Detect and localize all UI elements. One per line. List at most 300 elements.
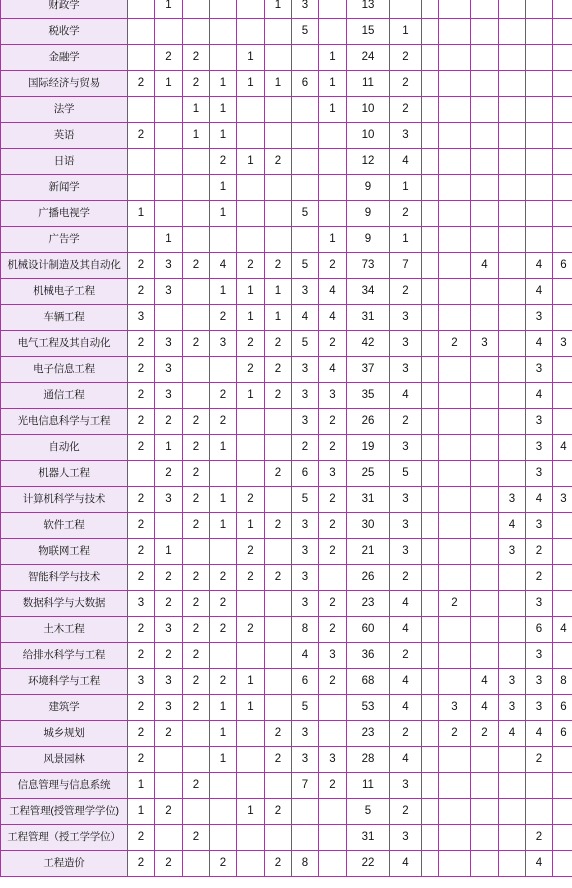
value-cell xyxy=(292,123,319,149)
value-cell: 2 xyxy=(210,305,237,331)
value-cell: 2 xyxy=(265,565,292,591)
value-cell: 1 xyxy=(237,383,265,409)
value-cell xyxy=(553,851,572,877)
value-cell: 8 xyxy=(292,851,319,877)
table-row xyxy=(1,279,572,305)
value-cell xyxy=(553,19,572,45)
value-cell: 11 xyxy=(347,773,390,799)
value-cell: 2 xyxy=(128,617,155,643)
value-cell: 4 xyxy=(292,643,319,669)
value-cell: 5 xyxy=(347,799,390,825)
value-cell xyxy=(439,71,471,97)
value-cell: 3 xyxy=(526,591,553,617)
value-cell: 2 xyxy=(183,253,210,279)
value-cell: 2 xyxy=(210,617,237,643)
value-cell xyxy=(319,565,347,591)
major-name-cell: 电气工程及其自动化 xyxy=(1,331,128,357)
value-cell xyxy=(422,539,439,565)
value-cell: 4 xyxy=(210,253,237,279)
value-cell: 2 xyxy=(128,721,155,747)
value-cell xyxy=(499,461,526,487)
value-cell xyxy=(526,149,553,175)
value-cell: 6 xyxy=(553,253,572,279)
value-cell: 2 xyxy=(319,773,347,799)
value-cell xyxy=(183,851,210,877)
value-cell: 4 xyxy=(319,279,347,305)
major-name-cell: 广告学 xyxy=(1,227,128,253)
value-cell: 1 xyxy=(210,201,237,227)
major-name-cell: 环境科学与工程 xyxy=(1,669,128,695)
major-name-cell: 光电信息科学与工程 xyxy=(1,409,128,435)
table-row xyxy=(1,383,572,409)
value-cell: 26 xyxy=(347,565,390,591)
table-row xyxy=(1,305,572,331)
value-cell: 2 xyxy=(265,383,292,409)
value-cell xyxy=(439,565,471,591)
value-cell: 2 xyxy=(237,357,265,383)
value-cell xyxy=(292,97,319,123)
value-cell: 30 xyxy=(347,513,390,539)
value-cell: 3 xyxy=(292,383,319,409)
value-cell: 4 xyxy=(390,591,422,617)
major-name-cell: 通信工程 xyxy=(1,383,128,409)
value-cell: 3 xyxy=(553,487,572,513)
major-name-cell: 信息管理与信息系统 xyxy=(1,773,128,799)
value-cell: 23 xyxy=(347,721,390,747)
major-name-cell: 英语 xyxy=(1,123,128,149)
value-cell xyxy=(471,305,499,331)
value-cell xyxy=(553,591,572,617)
value-cell xyxy=(526,227,553,253)
table-row xyxy=(1,851,572,877)
value-cell: 1 xyxy=(390,19,422,45)
value-cell: 2 xyxy=(319,591,347,617)
value-cell xyxy=(128,149,155,175)
value-cell: 5 xyxy=(292,331,319,357)
value-cell: 3 xyxy=(155,279,183,305)
value-cell xyxy=(553,513,572,539)
value-cell xyxy=(499,591,526,617)
value-cell: 3 xyxy=(319,643,347,669)
major-name-cell: 智能科学与技术 xyxy=(1,565,128,591)
value-cell: 2 xyxy=(319,669,347,695)
value-cell: 2 xyxy=(183,71,210,97)
table-row xyxy=(1,617,572,643)
value-cell xyxy=(422,799,439,825)
value-cell: 2 xyxy=(128,539,155,565)
value-cell xyxy=(499,799,526,825)
value-cell xyxy=(237,97,265,123)
value-cell: 2 xyxy=(265,513,292,539)
value-cell xyxy=(183,539,210,565)
value-cell: 31 xyxy=(347,305,390,331)
value-cell xyxy=(499,435,526,461)
value-cell xyxy=(155,149,183,175)
value-cell xyxy=(471,435,499,461)
value-cell: 1 xyxy=(210,71,237,97)
value-cell xyxy=(439,175,471,201)
value-cell: 8 xyxy=(292,617,319,643)
value-cell xyxy=(526,19,553,45)
value-cell xyxy=(422,825,439,851)
value-cell: 11 xyxy=(347,71,390,97)
major-name-cell: 国际经济与贸易 xyxy=(1,71,128,97)
value-cell: 22 xyxy=(347,851,390,877)
value-cell: 2 xyxy=(237,617,265,643)
value-cell: 2 xyxy=(265,851,292,877)
value-cell xyxy=(439,0,471,19)
value-cell xyxy=(422,19,439,45)
value-cell: 4 xyxy=(390,747,422,773)
value-cell: 3 xyxy=(499,669,526,695)
value-cell xyxy=(439,669,471,695)
value-cell: 2 xyxy=(526,565,553,591)
value-cell: 2 xyxy=(128,747,155,773)
value-cell xyxy=(155,201,183,227)
value-cell: 23 xyxy=(347,591,390,617)
value-cell: 2 xyxy=(319,513,347,539)
value-cell: 2 xyxy=(265,721,292,747)
major-name-cell: 机器人工程 xyxy=(1,461,128,487)
value-cell xyxy=(553,149,572,175)
value-cell: 34 xyxy=(347,279,390,305)
table-row xyxy=(1,45,572,71)
table-row xyxy=(1,149,572,175)
value-cell: 3 xyxy=(128,669,155,695)
value-cell: 4 xyxy=(526,487,553,513)
value-cell xyxy=(319,19,347,45)
value-cell xyxy=(439,227,471,253)
value-cell xyxy=(553,773,572,799)
table-row xyxy=(1,201,572,227)
value-cell: 2 xyxy=(128,71,155,97)
table-row xyxy=(1,461,572,487)
value-cell: 2 xyxy=(265,747,292,773)
value-cell: 3 xyxy=(390,435,422,461)
value-cell: 1 xyxy=(237,45,265,71)
value-cell: 2 xyxy=(319,539,347,565)
value-cell: 3 xyxy=(526,461,553,487)
value-cell: 5 xyxy=(292,19,319,45)
value-cell xyxy=(439,747,471,773)
value-cell: 2 xyxy=(128,409,155,435)
value-cell: 2 xyxy=(210,409,237,435)
table-row xyxy=(1,357,572,383)
value-cell xyxy=(499,747,526,773)
value-cell: 2 xyxy=(319,409,347,435)
value-cell: 3 xyxy=(390,357,422,383)
value-cell xyxy=(183,747,210,773)
value-cell xyxy=(471,383,499,409)
value-cell: 2 xyxy=(210,851,237,877)
value-cell: 4 xyxy=(526,331,553,357)
value-cell: 2 xyxy=(237,331,265,357)
value-cell xyxy=(292,799,319,825)
major-name-cell: 风景园林 xyxy=(1,747,128,773)
value-cell xyxy=(183,305,210,331)
value-cell: 2 xyxy=(128,851,155,877)
value-cell xyxy=(499,175,526,201)
value-cell xyxy=(237,747,265,773)
value-cell: 2 xyxy=(390,799,422,825)
value-cell: 1 xyxy=(237,149,265,175)
value-cell xyxy=(499,825,526,851)
value-cell xyxy=(439,617,471,643)
value-cell xyxy=(439,461,471,487)
value-cell: 2 xyxy=(390,721,422,747)
major-name-cell: 工程管理(授管理学学位) xyxy=(1,799,128,825)
value-cell: 2 xyxy=(265,799,292,825)
value-cell: 2 xyxy=(128,487,155,513)
value-cell xyxy=(526,0,553,19)
value-cell xyxy=(499,97,526,123)
value-cell: 3 xyxy=(292,565,319,591)
value-cell xyxy=(319,0,347,19)
value-cell: 4 xyxy=(526,383,553,409)
value-cell: 4 xyxy=(390,851,422,877)
value-cell: 2 xyxy=(390,45,422,71)
value-cell: 2 xyxy=(439,721,471,747)
table-row xyxy=(1,799,572,825)
value-cell: 3 xyxy=(390,513,422,539)
value-cell xyxy=(319,721,347,747)
value-cell: 1 xyxy=(210,487,237,513)
value-cell: 2 xyxy=(526,539,553,565)
major-name-cell: 新闻学 xyxy=(1,175,128,201)
value-cell xyxy=(155,97,183,123)
value-cell: 1 xyxy=(155,0,183,19)
value-cell xyxy=(439,45,471,71)
value-cell: 5 xyxy=(292,253,319,279)
value-cell: 13 xyxy=(347,0,390,19)
value-cell xyxy=(422,565,439,591)
value-cell xyxy=(210,19,237,45)
value-cell: 19 xyxy=(347,435,390,461)
value-cell xyxy=(265,175,292,201)
value-cell: 3 xyxy=(155,331,183,357)
value-cell xyxy=(237,643,265,669)
value-cell xyxy=(553,45,572,71)
major-name-cell: 物联网工程 xyxy=(1,539,128,565)
value-cell xyxy=(265,617,292,643)
value-cell xyxy=(422,773,439,799)
value-cell xyxy=(471,799,499,825)
value-cell xyxy=(390,0,422,19)
value-cell: 3 xyxy=(128,591,155,617)
value-cell: 15 xyxy=(347,19,390,45)
value-cell xyxy=(471,123,499,149)
value-cell: 36 xyxy=(347,643,390,669)
value-cell xyxy=(553,0,572,19)
value-cell: 3 xyxy=(553,331,572,357)
value-cell xyxy=(183,357,210,383)
value-cell xyxy=(439,435,471,461)
value-cell: 2 xyxy=(155,45,183,71)
value-cell xyxy=(265,123,292,149)
value-cell xyxy=(553,71,572,97)
value-cell xyxy=(237,851,265,877)
value-cell xyxy=(128,19,155,45)
value-cell: 1 xyxy=(128,799,155,825)
value-cell xyxy=(553,279,572,305)
value-cell xyxy=(422,669,439,695)
value-cell: 6 xyxy=(292,461,319,487)
major-name-cell: 税收学 xyxy=(1,19,128,45)
value-cell: 2 xyxy=(292,435,319,461)
value-cell: 1 xyxy=(210,747,237,773)
value-cell: 2 xyxy=(390,409,422,435)
value-cell: 1 xyxy=(237,695,265,721)
value-cell xyxy=(292,149,319,175)
value-cell: 6 xyxy=(553,695,572,721)
value-cell xyxy=(210,45,237,71)
value-cell xyxy=(553,175,572,201)
value-cell xyxy=(265,825,292,851)
value-cell xyxy=(422,617,439,643)
value-cell xyxy=(128,45,155,71)
value-cell xyxy=(319,175,347,201)
value-cell xyxy=(265,435,292,461)
value-cell xyxy=(439,357,471,383)
value-cell xyxy=(155,773,183,799)
value-cell: 24 xyxy=(347,45,390,71)
value-cell: 6 xyxy=(526,617,553,643)
value-cell: 2 xyxy=(265,461,292,487)
value-cell xyxy=(422,97,439,123)
value-cell: 2 xyxy=(128,695,155,721)
value-cell: 3 xyxy=(526,695,553,721)
value-cell xyxy=(439,123,471,149)
value-cell: 1 xyxy=(319,45,347,71)
value-cell: 3 xyxy=(390,825,422,851)
value-cell xyxy=(553,747,572,773)
value-cell xyxy=(265,643,292,669)
value-cell xyxy=(183,799,210,825)
value-cell xyxy=(319,851,347,877)
value-cell: 1 xyxy=(390,227,422,253)
value-cell: 37 xyxy=(347,357,390,383)
table-row xyxy=(1,539,572,565)
value-cell: 4 xyxy=(319,305,347,331)
value-cell: 2 xyxy=(183,331,210,357)
value-cell xyxy=(319,825,347,851)
value-cell xyxy=(499,617,526,643)
value-cell: 9 xyxy=(347,227,390,253)
value-cell xyxy=(183,383,210,409)
value-cell xyxy=(471,175,499,201)
table-row xyxy=(1,721,572,747)
value-cell: 7 xyxy=(292,773,319,799)
value-cell xyxy=(265,227,292,253)
value-cell xyxy=(422,71,439,97)
major-name-cell: 土木工程 xyxy=(1,617,128,643)
value-cell: 5 xyxy=(292,695,319,721)
value-cell: 1 xyxy=(210,97,237,123)
value-cell xyxy=(210,461,237,487)
value-cell: 9 xyxy=(347,201,390,227)
value-cell xyxy=(471,643,499,669)
value-cell xyxy=(319,149,347,175)
value-cell xyxy=(471,0,499,19)
value-cell: 2 xyxy=(128,435,155,461)
table-row xyxy=(1,19,572,45)
value-cell: 2 xyxy=(439,331,471,357)
value-cell: 2 xyxy=(210,383,237,409)
value-cell: 3 xyxy=(390,487,422,513)
value-cell xyxy=(526,773,553,799)
value-cell xyxy=(439,149,471,175)
value-cell: 1 xyxy=(265,305,292,331)
value-cell: 3 xyxy=(155,617,183,643)
value-cell: 4 xyxy=(499,513,526,539)
value-cell xyxy=(553,539,572,565)
value-cell: 6 xyxy=(553,721,572,747)
value-cell: 2 xyxy=(183,617,210,643)
value-cell xyxy=(499,71,526,97)
value-cell: 2 xyxy=(183,409,210,435)
major-name-cell: 建筑学 xyxy=(1,695,128,721)
value-cell xyxy=(155,19,183,45)
value-cell: 4 xyxy=(526,721,553,747)
value-cell xyxy=(128,227,155,253)
table-row xyxy=(1,591,572,617)
value-cell xyxy=(237,409,265,435)
value-cell xyxy=(553,227,572,253)
value-cell xyxy=(499,149,526,175)
value-cell: 1 xyxy=(210,695,237,721)
value-cell xyxy=(422,227,439,253)
value-cell: 2 xyxy=(128,279,155,305)
value-cell xyxy=(128,97,155,123)
value-cell: 2 xyxy=(155,643,183,669)
table-row xyxy=(1,331,572,357)
value-cell xyxy=(422,721,439,747)
value-cell xyxy=(210,825,237,851)
value-cell xyxy=(499,383,526,409)
value-cell xyxy=(553,825,572,851)
value-cell: 21 xyxy=(347,539,390,565)
value-cell: 2 xyxy=(210,565,237,591)
value-cell: 3 xyxy=(526,669,553,695)
table-body xyxy=(1,0,572,877)
value-cell: 4 xyxy=(526,253,553,279)
value-cell xyxy=(155,123,183,149)
value-cell xyxy=(183,19,210,45)
value-cell: 2 xyxy=(526,825,553,851)
value-cell: 1 xyxy=(390,175,422,201)
value-cell xyxy=(210,773,237,799)
value-cell xyxy=(128,175,155,201)
value-cell xyxy=(553,201,572,227)
value-cell: 3 xyxy=(526,643,553,669)
value-cell xyxy=(526,97,553,123)
value-cell xyxy=(422,643,439,669)
value-cell: 2 xyxy=(390,565,422,591)
value-cell: 1 xyxy=(237,799,265,825)
value-cell: 3 xyxy=(390,331,422,357)
value-cell: 3 xyxy=(292,409,319,435)
value-cell: 2 xyxy=(210,149,237,175)
table-row xyxy=(1,409,572,435)
value-cell xyxy=(471,539,499,565)
value-cell xyxy=(439,487,471,513)
value-cell xyxy=(422,253,439,279)
value-cell xyxy=(183,721,210,747)
value-cell xyxy=(499,0,526,19)
value-cell: 5 xyxy=(390,461,422,487)
value-cell: 3 xyxy=(319,747,347,773)
value-cell xyxy=(422,409,439,435)
